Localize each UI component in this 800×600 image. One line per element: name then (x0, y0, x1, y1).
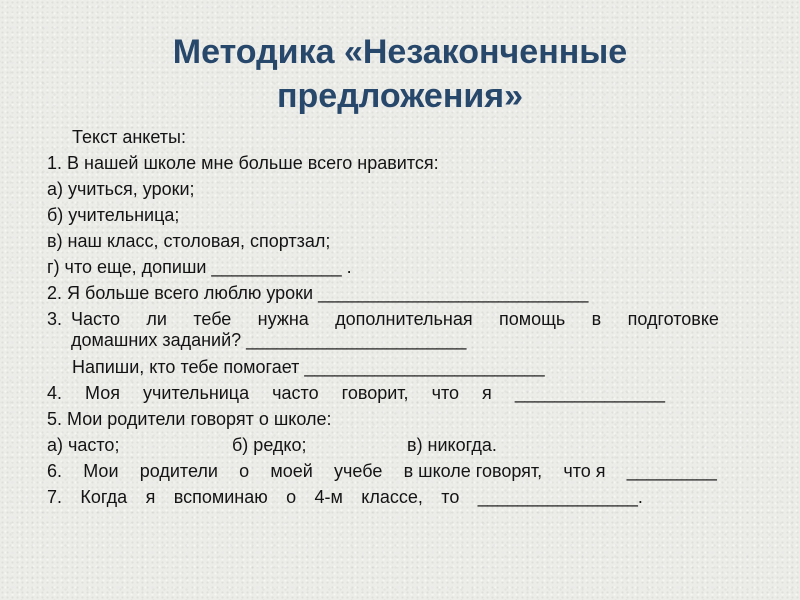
q3-line-2: домашних заданий? ______________________ (71, 330, 467, 350)
q3-word: ли (146, 309, 167, 329)
q3-word: дополнительная (335, 309, 473, 329)
title-line-1: Методика «Незаконченные (172, 33, 628, 71)
q7-word: Когда (80, 487, 128, 507)
q3-word: тебе (193, 309, 232, 329)
q7-word: классе, (361, 487, 423, 507)
question-7 (47, 484, 643, 510)
q1-option-b: б) учительница; (47, 205, 180, 225)
q4-word: _______________ (514, 383, 665, 403)
q7-word: 7. (47, 487, 63, 507)
slide-title (0, 30, 800, 118)
q5-option-b: б) редко; (232, 435, 307, 455)
q7-word: ________________. (477, 487, 643, 507)
q4-word: Моя (85, 383, 121, 403)
q6-word: о (239, 461, 250, 481)
q4-word: что (431, 383, 459, 403)
question-3 (47, 309, 719, 351)
q5-option-c: в) никогда. (407, 435, 497, 455)
q3-word: подготовке (627, 309, 719, 329)
question-5: 5. Мои родители говорят о школе: (47, 409, 332, 429)
q5-options (47, 432, 719, 458)
q4-word: часто (272, 383, 319, 403)
q1-option-d: г) что еще, допиши _____________ . (47, 257, 352, 277)
q4-word: я (482, 383, 492, 403)
q3-word: помощь (498, 309, 566, 329)
q3-number: 3. (47, 309, 63, 329)
q3-word: в (591, 309, 602, 329)
q6-word: 6. (47, 461, 63, 481)
q6-word: в школе говорят, (403, 461, 543, 481)
q7-word: 4-м (314, 487, 343, 507)
intro-text: Текст анкеты: (72, 127, 186, 147)
title-line-2: предложения» (276, 77, 524, 115)
q3-word: нужна (257, 309, 309, 329)
question-2: 2. Я больше всего люблю уроки ___________________________ (47, 283, 589, 303)
q1-option-a: а) учиться, уроки; (47, 179, 195, 199)
q3-follow-up: Напиши, кто тебе помогает ________________________ (72, 357, 545, 377)
q6-word: моей (270, 461, 313, 481)
question-4 (47, 380, 665, 406)
question-6 (47, 458, 717, 484)
q6-word: родители (139, 461, 218, 481)
q6-word: учебе (334, 461, 383, 481)
q7-word: о (286, 487, 297, 507)
q4-word: говорит, (341, 383, 409, 403)
q7-word: вспоминаю (173, 487, 268, 507)
q6-word: _________ (626, 461, 717, 481)
q5-option-a: а) часто; (47, 435, 120, 455)
question-1: 1. В нашей школе мне больше всего нравится: (47, 153, 439, 173)
q4-word: учительница (143, 383, 250, 403)
q6-word: Мои (83, 461, 119, 481)
questionnaire (47, 124, 719, 510)
q4-word: 4. (47, 383, 63, 403)
q6-word: что я (563, 461, 606, 481)
q7-word: я (145, 487, 156, 507)
q1-option-c: в) наш класс, столовая, спортзал; (47, 231, 331, 251)
q3-word: Часто (71, 309, 121, 329)
q7-word: то (441, 487, 460, 507)
